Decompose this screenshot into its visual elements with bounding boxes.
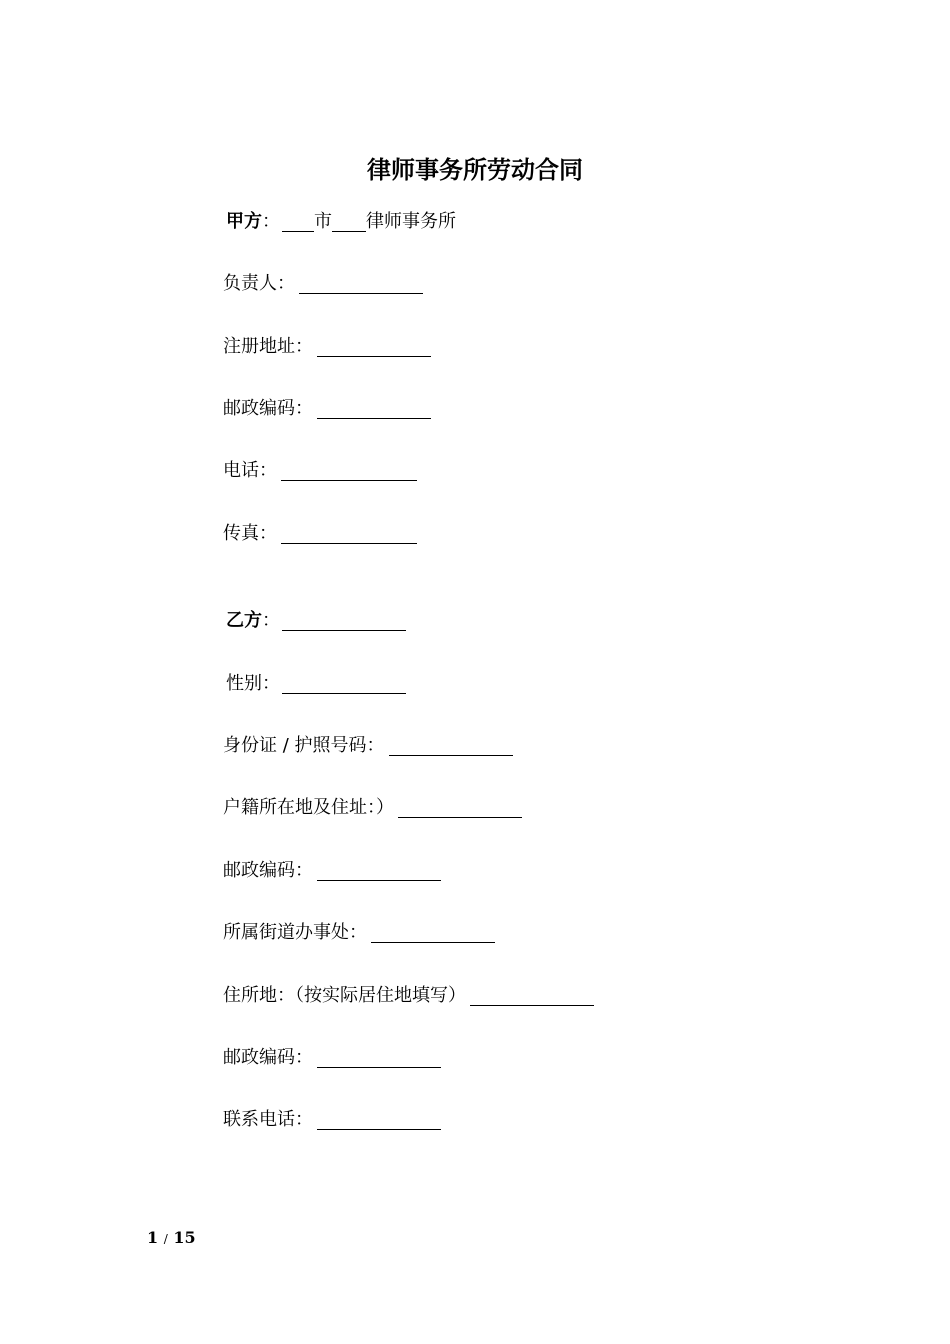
page-number: [147, 1228, 196, 1247]
field-blank[interactable]: [317, 398, 431, 419]
field-blank[interactable]: [317, 1109, 441, 1130]
party-b-line: [226, 608, 406, 634]
party-b-field-contact-phone: [223, 1107, 441, 1133]
field-label: 住所地：（按实际居住地填写）: [223, 985, 466, 1006]
party-a-field-fax: [223, 521, 417, 547]
field-blank[interactable]: [281, 460, 417, 481]
party-a-label: 甲方: [226, 211, 262, 232]
party-b-field-subdistrict-office: [223, 920, 495, 946]
party-b-field-gender: [226, 671, 406, 697]
party-a-line: [226, 209, 456, 235]
field-label: 邮政编码：: [223, 398, 313, 419]
firm-suffix: 律师事务所: [366, 211, 456, 232]
party-b-field-household-address: [223, 795, 522, 821]
field-blank[interactable]: [299, 273, 423, 294]
field-blank[interactable]: [470, 985, 594, 1006]
field-blank[interactable]: [282, 673, 406, 694]
field-blank[interactable]: [389, 735, 513, 756]
party-a-field-responsible-person: [223, 271, 423, 297]
page-separator: /: [163, 1232, 168, 1246]
party-a-colon: ：: [262, 211, 280, 232]
city-blank[interactable]: [282, 211, 314, 232]
total-pages: 15: [173, 1228, 196, 1247]
party-b-name-blank[interactable]: [282, 610, 406, 631]
field-label: 电话：: [223, 460, 277, 481]
party-b-label: 乙方: [226, 610, 262, 631]
document-title: 律师事务所劳动合同: [367, 156, 583, 184]
field-label: 注册地址：: [223, 336, 313, 357]
field-label: 身份证 / 护照号码：: [223, 735, 385, 756]
current-page: 1: [147, 1228, 159, 1247]
field-blank[interactable]: [317, 336, 431, 357]
party-b-colon: ：: [262, 610, 280, 631]
field-label: 负责人：: [223, 273, 295, 294]
party-b-field-residence: [223, 983, 594, 1009]
field-label: 传真：: [223, 523, 277, 544]
city-suffix: 市: [314, 211, 332, 232]
field-label: 户籍所在地及住址：）: [223, 797, 394, 818]
field-label: 联系电话：: [223, 1109, 313, 1130]
party-b-field-id-passport: [223, 733, 513, 759]
firm-name-blank[interactable]: [332, 211, 366, 232]
party-a-field-registered-address: [223, 334, 431, 360]
field-blank[interactable]: [398, 797, 522, 818]
field-blank[interactable]: [281, 523, 417, 544]
field-blank[interactable]: [371, 922, 495, 943]
party-b-field-postal-code-2: [223, 1045, 441, 1071]
field-blank[interactable]: [317, 860, 441, 881]
party-b-field-postal-code: [223, 858, 441, 884]
field-label: 邮政编码：: [223, 860, 313, 881]
party-a-field-phone: [223, 458, 417, 484]
field-label: 邮政编码：: [223, 1047, 313, 1068]
field-blank[interactable]: [317, 1047, 441, 1068]
field-label: 性别：: [226, 673, 280, 694]
field-label: 所属街道办事处：: [223, 922, 367, 943]
party-a-field-postal-code: [223, 396, 431, 422]
